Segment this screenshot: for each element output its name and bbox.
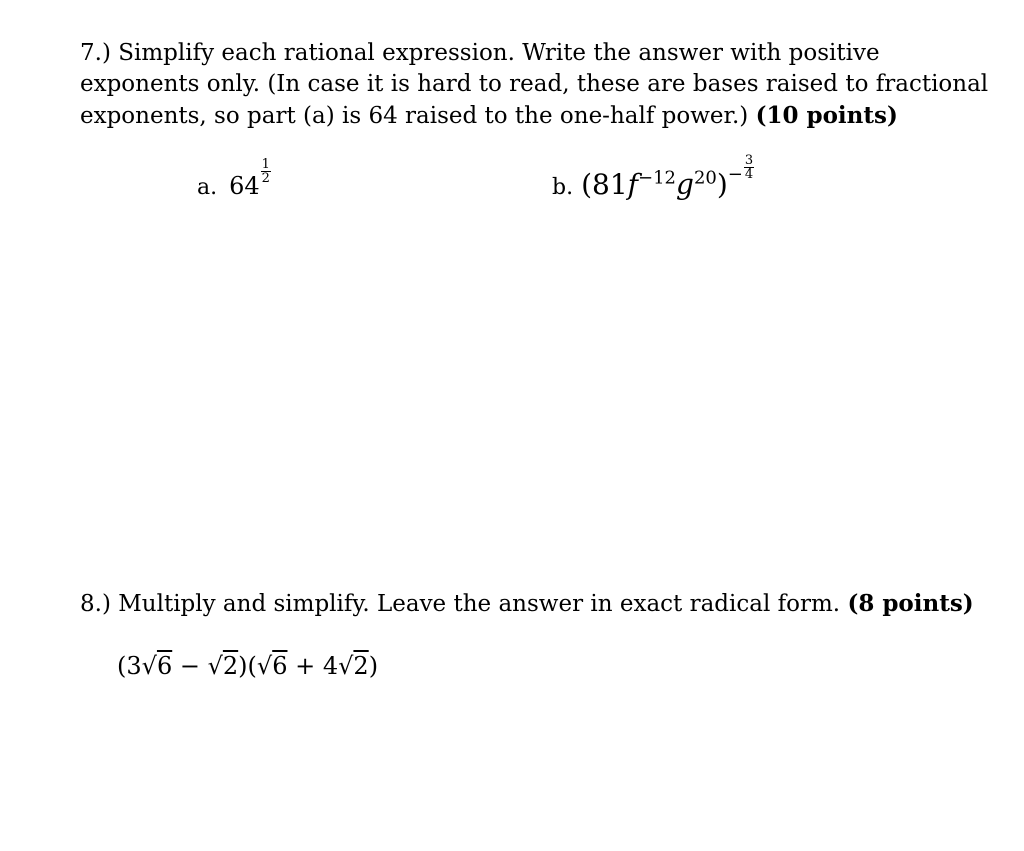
radicand-1: 6 — [156, 652, 173, 680]
radicand-4: 2 — [353, 652, 369, 680]
part-b-var-g: g — [676, 168, 694, 201]
part-b-open: (81 — [581, 168, 628, 201]
question-7-points: (10 points) — [755, 102, 898, 129]
part-b-outer-numerator: 3 — [744, 153, 754, 168]
radicand-2: 2 — [222, 652, 239, 680]
part-b-var-f: f — [627, 168, 639, 201]
part-b-outer-exponent — [744, 154, 754, 181]
expr-part-5: ) — [368, 652, 379, 680]
question-8-text: 8.) Multiply and simplify. Leave the answer in exact radical form. — [80, 591, 841, 617]
expr-part-3: )(√ — [238, 652, 273, 680]
part-b-exp-g: 20 — [693, 167, 717, 189]
expr-part-2: − √ — [172, 652, 223, 680]
part-b-outer-denominator: 4 — [744, 167, 754, 182]
expr-part-1: (3√ — [117, 652, 157, 680]
radicand-3: 6 — [272, 652, 288, 680]
part-a-exponent — [261, 158, 271, 185]
question-7-text: 7.) Simplify each rational expression. Write the answer with positive exponents only. (In case it is hard to read, these are bases raised to fractional exponents, so part (a) is 64 raised to the one-half power.) — [80, 40, 989, 129]
question-7-part-b — [552, 153, 754, 201]
part-b-outer-sign: − — [727, 164, 743, 185]
part-b-label: b. — [552, 175, 574, 200]
part-a-exponent-numerator: 1 — [261, 157, 270, 172]
part-a-exponent-denominator: 2 — [261, 171, 270, 186]
expr-part-4: + 4√ — [287, 652, 354, 680]
question-7-part-a — [197, 157, 271, 200]
question-8 — [80, 588, 980, 620]
part-a-label: a. — [197, 175, 218, 200]
question-7 — [80, 38, 990, 132]
question-8-points: (8 points) — [847, 590, 974, 617]
question-8-expression — [117, 652, 378, 680]
part-b-close: ) — [716, 168, 728, 201]
part-a-base: 64 — [229, 172, 260, 200]
part-b-exp-f: −12 — [638, 167, 677, 189]
